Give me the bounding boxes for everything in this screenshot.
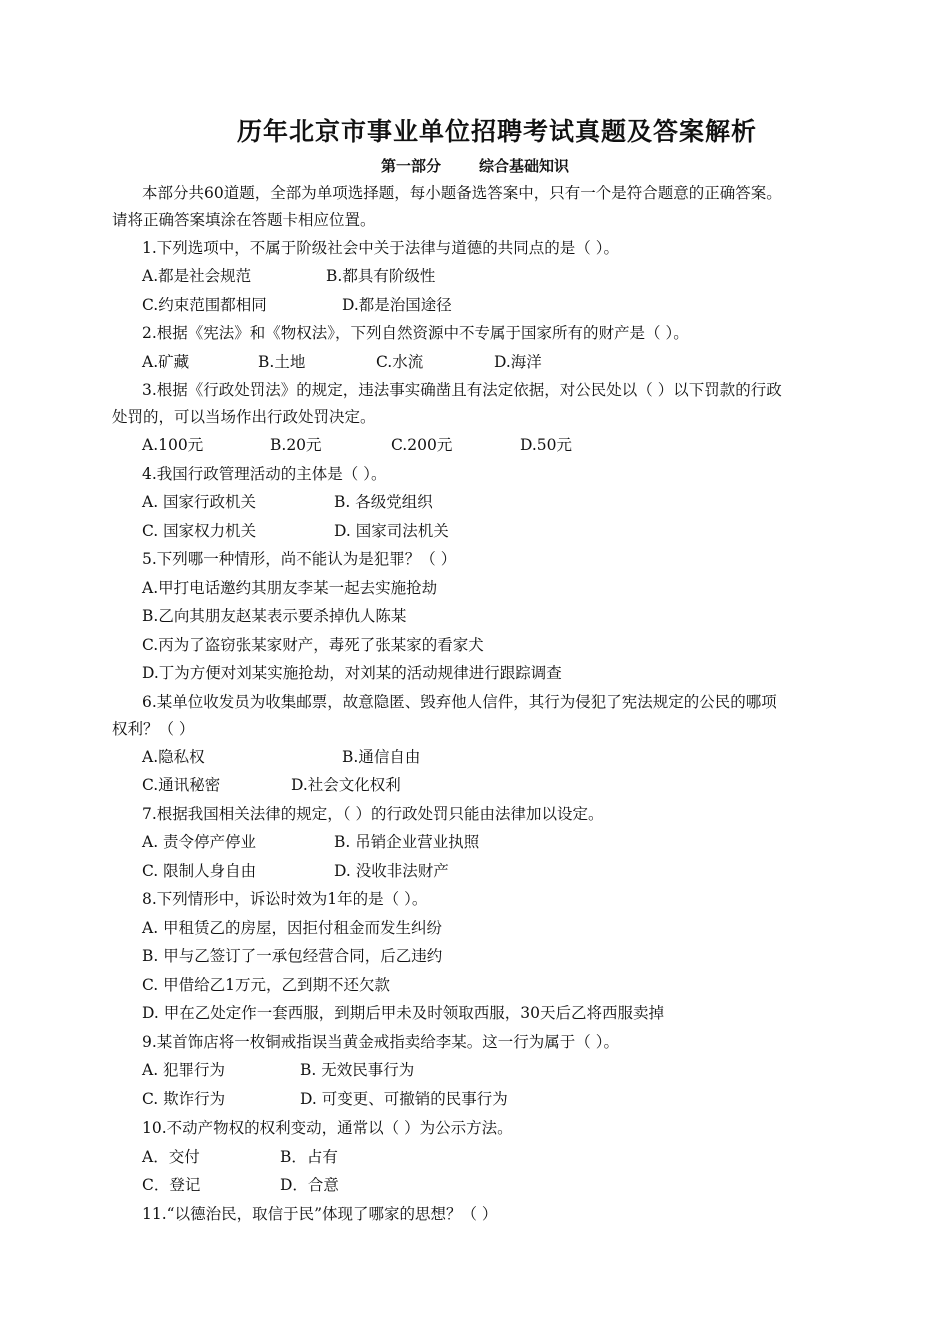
- question-9-stem: 9.某首饰店将一枚铜戒指误当黄金戒指卖给李某。这一行为属于（ ）。: [142, 1033, 619, 1051]
- question-3-option-d: D.50元: [520, 436, 573, 454]
- question-4-stem: 4.我国行政管理活动的主体是（ ）。: [142, 465, 387, 483]
- question-3-stem-line-1: 3.根据《行政处罚法》的规定，违法事实确凿且有法定依据，对公民处以（ ）以下罚款的行政: [142, 381, 782, 399]
- question-9-option-b: B. 无效民事行为: [300, 1061, 415, 1079]
- question-5-option-d: D.丁为方便对刘某实施抢劫，对刘某的活动规律进行跟踪调查: [142, 664, 562, 682]
- question-5-stem: 5.下列哪一种情形，尚不能认为是犯罪？（ ）: [142, 550, 457, 568]
- question-10-option-d: D．合意: [280, 1176, 339, 1194]
- question-7-option-b: B. 吊销企业营业执照: [334, 833, 480, 851]
- intro-line-1: 本部分共60道题，全部为单项选择题，每小题备选答案中，只有一个是符合题意的正确答案。: [142, 184, 782, 202]
- question-2-option-a: A.矿藏: [142, 353, 190, 371]
- question-3-option-b: B.20元: [270, 436, 322, 454]
- question-4-option-a: A. 国家行政机关: [142, 493, 257, 511]
- section-name: 综合基础知识: [479, 157, 570, 175]
- question-10-option-c: C．登记: [142, 1176, 201, 1194]
- question-10-option-a: A．交付: [142, 1148, 200, 1166]
- question-9-option-a: A. 犯罪行为: [142, 1061, 226, 1079]
- question-8-option-d: D. 甲在乙处定作一套西服，到期后甲未及时领取西服，30天后乙将西服卖掉: [142, 1004, 664, 1022]
- question-7-stem: 7.根据我国相关法律的规定，（ ）的行政处罚只能由法律加以设定。: [142, 805, 604, 823]
- section-heading: [0, 155, 950, 176]
- question-8-option-c: C. 甲借给乙1万元，乙到期不还欠款: [142, 976, 391, 994]
- question-3-stem-line-2: 处罚的，可以当场作出行政处罚决定。: [112, 408, 376, 426]
- question-6-stem-line-1: 6.某单位收发员为收集邮票，故意隐匿、毁弃他人信件，其行为侵犯了宪法规定的公民的哪项: [142, 693, 777, 711]
- question-6-option-d: D.社会文化权利: [291, 776, 401, 794]
- question-1-option-a: A.都是社会规范: [142, 267, 252, 285]
- question-5-option-a: A.甲打电话邀约其朋友李某一起去实施抢劫: [142, 579, 438, 597]
- question-5-option-b: B.乙向其朋友赵某表示要杀掉仇人陈某: [142, 607, 407, 625]
- question-3-option-c: C.200元: [391, 436, 453, 454]
- question-2-stem: 2.根据《宪法》和《物权法》，下列自然资源中不专属于国家所有的财产是（ ）。: [142, 324, 689, 342]
- question-8-option-b: B. 甲与乙签订了一承包经营合同，后乙违约: [142, 947, 443, 965]
- question-10-stem: 10.不动产物权的权利变动，通常以（ ）为公示方法。: [142, 1119, 513, 1137]
- question-6-option-c: C.通讯秘密: [142, 776, 221, 794]
- intro-line-2: 请将正确答案填涂在答题卡相应位置。: [112, 211, 376, 229]
- question-7-option-c: C. 限制人身自由: [142, 862, 257, 880]
- question-1-option-b: B.都具有阶级性: [326, 267, 436, 285]
- question-8-stem: 8.下列情形中，诉讼时效为1年的是（ ）。: [142, 890, 428, 908]
- document-title: 历年北京市事业单位招聘考试真题及答案解析: [236, 117, 757, 146]
- question-6-option-b: B.通信自由: [342, 748, 421, 766]
- question-4-option-c: C. 国家权力机关: [142, 522, 257, 540]
- question-8-option-a: A. 甲租赁乙的房屋，因拒付租金而发生纠纷: [142, 919, 443, 937]
- question-10-option-b: B．占有: [280, 1148, 338, 1166]
- question-4-option-d: D. 国家司法机关: [334, 522, 449, 540]
- question-11-stem: 11.“以德治民，取信于民”体现了哪家的思想？（ ）: [142, 1205, 498, 1223]
- question-2-option-b: B.土地: [258, 353, 306, 371]
- question-1-option-c: C.约束范围都相同: [142, 296, 267, 314]
- question-2-option-d: D.海洋: [494, 353, 542, 371]
- question-1-option-d: D.都是治国途径: [342, 296, 452, 314]
- question-9-option-d: D. 可变更、可撤销的民事行为: [300, 1090, 508, 1108]
- section-part: 第一部分: [380, 157, 441, 175]
- question-3-option-a: A.100元: [142, 436, 204, 454]
- question-6-stem-line-2: 权利？（ ）: [112, 720, 195, 738]
- question-6-option-a: A.隐私权: [142, 748, 205, 766]
- question-9-option-c: C. 欺诈行为: [142, 1090, 226, 1108]
- question-7-option-a: A. 责令停产停业: [142, 833, 257, 851]
- question-1-stem: 1.下列选项中，不属于阶级社会中关于法律与道德的共同点的是（ ）。: [142, 239, 619, 257]
- question-4-option-b: B. 各级党组织: [334, 493, 433, 511]
- question-7-option-d: D. 没收非法财产: [334, 862, 449, 880]
- question-5-option-c: C.丙为了盗窃张某家财产，毒死了张某家的看家犬: [142, 636, 484, 654]
- question-2-option-c: C.水流: [376, 353, 424, 371]
